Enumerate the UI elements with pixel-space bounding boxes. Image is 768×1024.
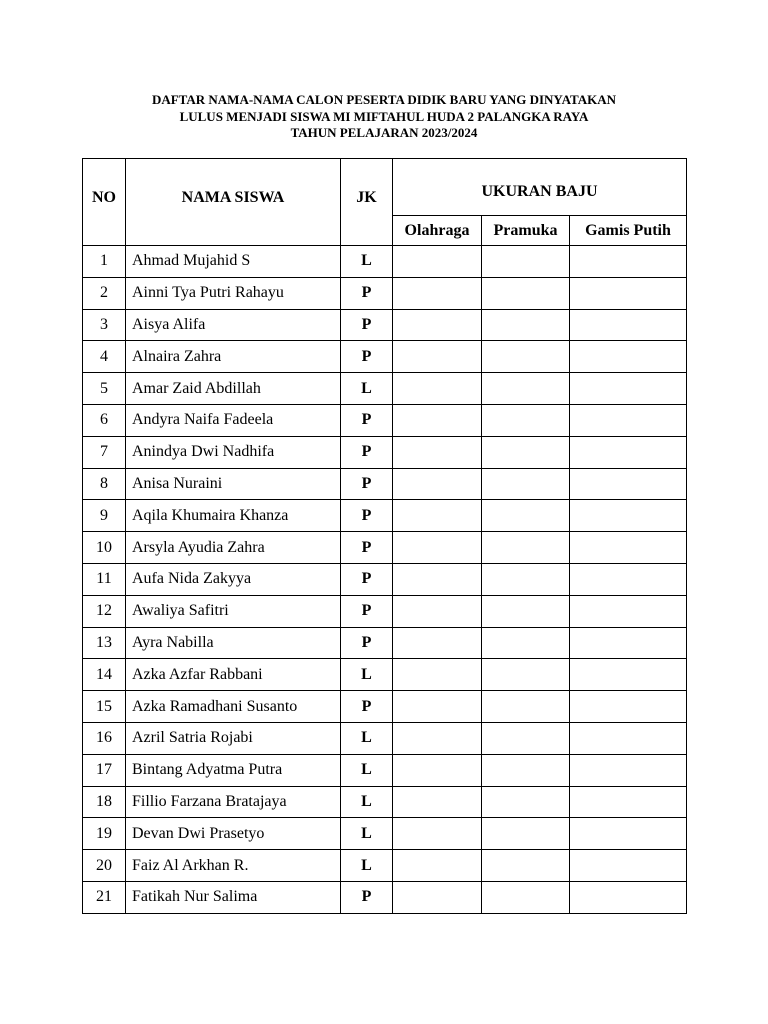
cell-size-olahraga <box>393 563 482 595</box>
header-gamis-putih: Gamis Putih <box>570 216 687 246</box>
cell-no: 4 <box>83 341 126 373</box>
cell-student-name: Faiz Al Arkhan R. <box>126 850 341 882</box>
cell-size-pramuka <box>482 691 570 723</box>
cell-size-olahraga <box>393 754 482 786</box>
title-line-1: DAFTAR NAMA-NAMA CALON PESERTA DIDIK BARU YANG DINYATAKAN <box>151 92 617 107</box>
table-row <box>83 881 687 913</box>
cell-size-pramuka <box>482 659 570 691</box>
table-row <box>83 532 687 564</box>
cell-no: 15 <box>83 691 126 723</box>
cell-size-gamis-putih <box>570 595 687 627</box>
cell-no: 1 <box>83 246 126 278</box>
cell-size-olahraga <box>393 595 482 627</box>
cell-student-name: Fillio Farzana Bratajaya <box>126 786 341 818</box>
cell-size-gamis-putih <box>570 881 687 913</box>
table-row <box>83 436 687 468</box>
header-name: NAMA SISWA <box>126 159 341 246</box>
cell-gender: L <box>341 659 393 691</box>
cell-gender: P <box>341 881 393 913</box>
cell-size-gamis-putih <box>570 850 687 882</box>
table-row <box>83 309 687 341</box>
cell-size-gamis-putih <box>570 468 687 500</box>
cell-size-gamis-putih <box>570 404 687 436</box>
cell-no: 13 <box>83 627 126 659</box>
table-row <box>83 246 687 278</box>
cell-gender: L <box>341 722 393 754</box>
cell-student-name: Ayra Nabilla <box>126 627 341 659</box>
cell-size-gamis-putih <box>570 246 687 278</box>
cell-size-olahraga <box>393 691 482 723</box>
cell-no: 12 <box>83 595 126 627</box>
cell-gender: P <box>341 277 393 309</box>
cell-size-gamis-putih <box>570 500 687 532</box>
table-row <box>83 818 687 850</box>
header-no: NO <box>83 159 126 246</box>
cell-size-gamis-putih <box>570 532 687 564</box>
cell-no: 9 <box>83 500 126 532</box>
cell-size-pramuka <box>482 850 570 882</box>
cell-student-name: Azril Satria Rojabi <box>126 722 341 754</box>
cell-size-gamis-putih <box>570 627 687 659</box>
cell-size-olahraga <box>393 468 482 500</box>
cell-size-gamis-putih <box>570 373 687 405</box>
table-row <box>83 754 687 786</box>
table-row <box>83 277 687 309</box>
table-row <box>83 722 687 754</box>
cell-no: 2 <box>83 277 126 309</box>
header-pramuka: Pramuka <box>482 216 570 246</box>
cell-size-olahraga <box>393 532 482 564</box>
table-row <box>83 373 687 405</box>
table-row <box>83 468 687 500</box>
cell-size-olahraga <box>393 373 482 405</box>
table-row <box>83 627 687 659</box>
document-title <box>0 92 768 142</box>
cell-size-gamis-putih <box>570 309 687 341</box>
cell-size-pramuka <box>482 341 570 373</box>
cell-size-pramuka <box>482 404 570 436</box>
table-row <box>83 341 687 373</box>
cell-no: 19 <box>83 818 126 850</box>
cell-size-olahraga <box>393 341 482 373</box>
cell-size-gamis-putih <box>570 563 687 595</box>
cell-size-pramuka <box>482 246 570 278</box>
cell-gender: P <box>341 500 393 532</box>
cell-size-olahraga <box>393 277 482 309</box>
cell-gender: P <box>341 691 393 723</box>
cell-gender: P <box>341 627 393 659</box>
cell-size-olahraga <box>393 722 482 754</box>
header-jk: JK <box>341 159 393 246</box>
cell-student-name: Anindya Dwi Nadhifa <box>126 436 341 468</box>
cell-no: 14 <box>83 659 126 691</box>
cell-size-gamis-putih <box>570 818 687 850</box>
cell-gender: L <box>341 246 393 278</box>
cell-size-gamis-putih <box>570 436 687 468</box>
cell-gender: L <box>341 818 393 850</box>
cell-size-olahraga <box>393 881 482 913</box>
cell-size-olahraga <box>393 309 482 341</box>
cell-student-name: Amar Zaid Abdillah <box>126 373 341 405</box>
cell-gender: P <box>341 563 393 595</box>
cell-size-pramuka <box>482 722 570 754</box>
cell-gender: P <box>341 532 393 564</box>
cell-size-pramuka <box>482 563 570 595</box>
cell-student-name: Alnaira Zahra <box>126 341 341 373</box>
table-body <box>83 246 687 914</box>
cell-student-name: Bintang Adyatma Putra <box>126 754 341 786</box>
header-ukuran-baju: UKURAN BAJU <box>393 159 687 216</box>
cell-no: 16 <box>83 722 126 754</box>
cell-size-pramuka <box>482 786 570 818</box>
cell-size-gamis-putih <box>570 722 687 754</box>
cell-no: 20 <box>83 850 126 882</box>
table-row <box>83 691 687 723</box>
cell-size-gamis-putih <box>570 786 687 818</box>
cell-size-pramuka <box>482 500 570 532</box>
cell-size-olahraga <box>393 436 482 468</box>
cell-student-name: Ahmad Mujahid S <box>126 246 341 278</box>
table-row <box>83 595 687 627</box>
cell-size-olahraga <box>393 246 482 278</box>
cell-no: 7 <box>83 436 126 468</box>
cell-no: 11 <box>83 563 126 595</box>
cell-student-name: Aqila Khumaira Khanza <box>126 500 341 532</box>
title-line-3: TAHUN PELAJARAN 2023/2024 <box>290 125 478 140</box>
cell-student-name: Andyra Naifa Fadeela <box>126 404 341 436</box>
cell-gender: P <box>341 436 393 468</box>
cell-student-name: Azka Azfar Rabbani <box>126 659 341 691</box>
cell-student-name: Devan Dwi Prasetyo <box>126 818 341 850</box>
cell-size-pramuka <box>482 627 570 659</box>
cell-size-pramuka <box>482 309 570 341</box>
header-olahraga: Olahraga <box>393 216 482 246</box>
table-row <box>83 659 687 691</box>
cell-gender: P <box>341 595 393 627</box>
cell-size-olahraga <box>393 850 482 882</box>
cell-gender: P <box>341 309 393 341</box>
table-row <box>83 563 687 595</box>
cell-gender: L <box>341 754 393 786</box>
cell-no: 8 <box>83 468 126 500</box>
cell-size-pramuka <box>482 754 570 786</box>
cell-student-name: Ainni Tya Putri Rahayu <box>126 277 341 309</box>
cell-size-olahraga <box>393 404 482 436</box>
cell-size-pramuka <box>482 881 570 913</box>
cell-size-pramuka <box>482 595 570 627</box>
table-row <box>83 404 687 436</box>
cell-no: 17 <box>83 754 126 786</box>
cell-size-gamis-putih <box>570 754 687 786</box>
cell-gender: P <box>341 404 393 436</box>
cell-student-name: Azka Ramadhani Susanto <box>126 691 341 723</box>
cell-no: 21 <box>83 881 126 913</box>
table-header <box>83 159 687 246</box>
cell-gender: L <box>341 373 393 405</box>
cell-size-olahraga <box>393 659 482 691</box>
student-table <box>82 158 687 914</box>
cell-no: 3 <box>83 309 126 341</box>
table-row <box>83 500 687 532</box>
cell-size-pramuka <box>482 277 570 309</box>
cell-size-pramuka <box>482 532 570 564</box>
cell-size-pramuka <box>482 818 570 850</box>
cell-student-name: Arsyla Ayudia Zahra <box>126 532 341 564</box>
cell-student-name: Aisya Alifa <box>126 309 341 341</box>
cell-gender: P <box>341 468 393 500</box>
title-line-2: LULUS MENJADI SISWA MI MIFTAHUL HUDA 2 PALANGKA RAYA <box>179 108 589 124</box>
cell-size-gamis-putih <box>570 277 687 309</box>
cell-student-name: Aufa Nida Zakyya <box>126 563 341 595</box>
cell-size-pramuka <box>482 373 570 405</box>
cell-size-olahraga <box>393 627 482 659</box>
cell-no: 10 <box>83 532 126 564</box>
cell-no: 18 <box>83 786 126 818</box>
cell-student-name: Awaliya Safitri <box>126 595 341 627</box>
cell-no: 5 <box>83 373 126 405</box>
cell-size-olahraga <box>393 818 482 850</box>
cell-student-name: Fatikah Nur Salima <box>126 881 341 913</box>
cell-size-gamis-putih <box>570 659 687 691</box>
cell-size-gamis-putih <box>570 341 687 373</box>
cell-size-olahraga <box>393 500 482 532</box>
cell-size-pramuka <box>482 468 570 500</box>
cell-size-olahraga <box>393 786 482 818</box>
cell-gender: L <box>341 786 393 818</box>
cell-size-pramuka <box>482 436 570 468</box>
table-row <box>83 786 687 818</box>
cell-no: 6 <box>83 404 126 436</box>
cell-student-name: Anisa Nuraini <box>126 468 341 500</box>
cell-size-gamis-putih <box>570 691 687 723</box>
table-row <box>83 850 687 882</box>
cell-gender: P <box>341 341 393 373</box>
cell-gender: L <box>341 850 393 882</box>
